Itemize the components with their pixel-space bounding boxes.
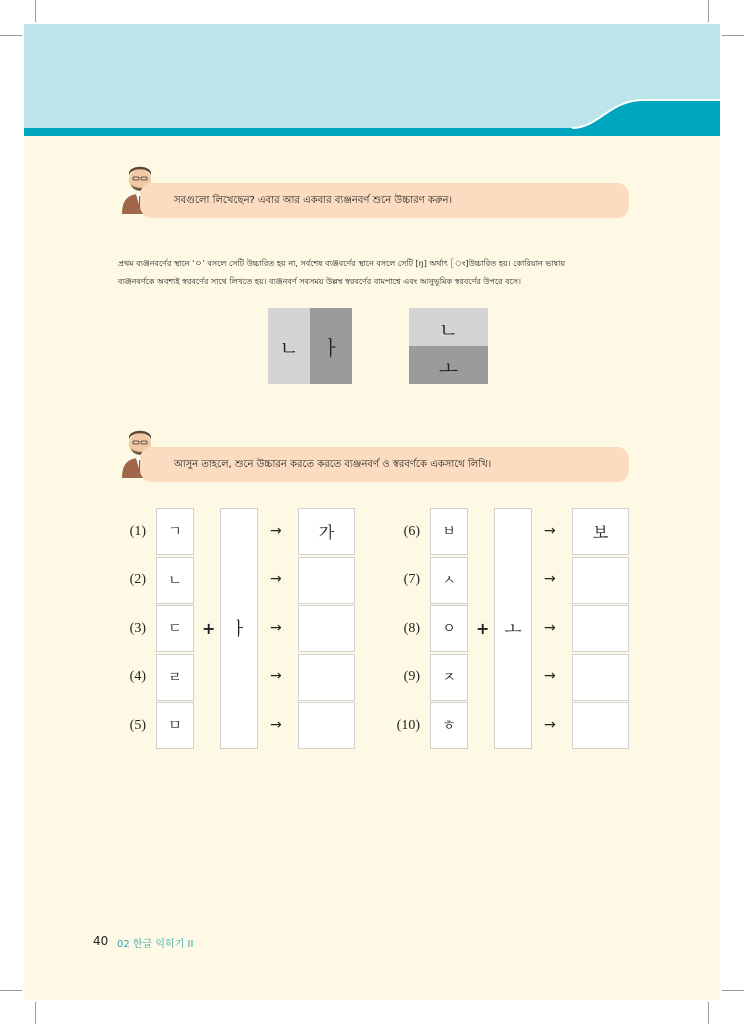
explanation-line: প্রথম ব্যঞ্জনবর্ণের স্থানে ‘ㅇ’ বসলে সেটি উচ্চারিত হয় না, সর্বশেষ ব্যঞ্জবর্ণের স্থানে বসলে সেটি [ŋ] অর্থাৎ [ং]উচ্চারিত হয়। কোরিয়ান ভাষায় [118,259,566,268]
crop-mark [722,990,744,991]
crop-mark [0,35,22,36]
arrow: → [544,717,556,733]
vowel-position [310,308,352,384]
row-number: (7) [403,572,420,587]
header-band [24,24,720,136]
row-number: (6) [403,524,420,539]
consonant-cell: ㅁ [156,702,194,749]
consonant-cell: ㅈ [430,654,468,701]
crop-mark [35,1002,36,1024]
crop-mark [35,0,36,22]
answer-box[interactable] [298,654,355,701]
consonant-glyph: ㄴ [279,336,299,360]
vowel-cell: ㅏ [220,508,258,749]
page-number: 40 [93,934,109,948]
instruction-bubble: আসুন তাহলে, শুনে উচ্চারন করতে করতে ব্যঞ্জনবর্ণ ও স্বরবর্ণকে একসাথে লিখি। [140,447,629,482]
arrow: → [544,571,556,587]
arrow: → [270,571,282,587]
arrow: → [544,668,556,684]
consonant-cell: ㄹ [156,654,194,701]
vowel-position [409,346,488,384]
row-number: (10) [396,718,420,733]
crop-mark [0,990,22,991]
row-number: (2) [129,572,146,587]
header-stripe [24,24,720,136]
answer-box[interactable]: 보 [572,508,629,555]
plus-sign: + [476,619,490,638]
arrow: → [270,523,282,539]
answer-box[interactable]: 가 [298,508,355,555]
crop-mark [708,1002,709,1024]
answer-box[interactable] [298,605,355,652]
instruction-bubble: সবগুলো লিখেছেন? এবার আর একবার ব্যঞ্জনবর্ণ শুনে উচ্চারণ করুন। [140,183,629,218]
consonant-cell: ㅅ [430,557,468,604]
arrow: → [270,620,282,636]
vowel-glyph: ㅏ [321,336,341,360]
vowel-cell: ㅗ [494,508,532,749]
row-number: (3) [129,621,146,636]
row-number: (8) [403,621,420,636]
arrow: → [270,668,282,684]
crop-mark [708,0,709,22]
consonant-cell: ㅎ [430,702,468,749]
consonant-glyph: ㄴ [438,318,459,342]
consonant-cell: ㄱ [156,508,194,555]
plus-sign: + [202,619,216,638]
arrow: → [544,620,556,636]
answer-box[interactable] [572,605,629,652]
chapter-title: 02 한글 익히기 II [117,939,194,950]
crop-mark [722,35,744,36]
consonant-cell: ㅂ [430,508,468,555]
answer-box[interactable] [572,702,629,749]
consonant-cell: ㄷ [156,605,194,652]
answer-box[interactable] [572,557,629,604]
answer-box[interactable] [298,557,355,604]
horizontal-vowel-diagram [409,308,488,384]
consonant-cell: ㄴ [156,557,194,604]
consonant-cell: ㅇ [430,605,468,652]
consonant-position [409,308,488,346]
arrow: → [270,717,282,733]
vowel-glyph: ㅗ [438,356,459,380]
row-number: (9) [403,669,420,684]
explanation-line: ব্যঞ্জনবর্ণকে অবশ্যই স্বরবর্ণের সাথে লিখতে হয়। ব্যঞ্জনবর্ণ সবসময় উল্লম্ব স্বরবর্ণের বামপাশ্বে এবং আনুভূমিক স্বরবর্ণের উপরে বসে। [118,277,521,286]
answer-box[interactable] [572,654,629,701]
row-number: (5) [129,718,146,733]
answer-box[interactable] [298,702,355,749]
consonant-position [268,308,310,384]
arrow: → [544,523,556,539]
row-number: (1) [129,524,146,539]
row-number: (4) [129,669,146,684]
vertical-vowel-diagram [268,308,352,384]
